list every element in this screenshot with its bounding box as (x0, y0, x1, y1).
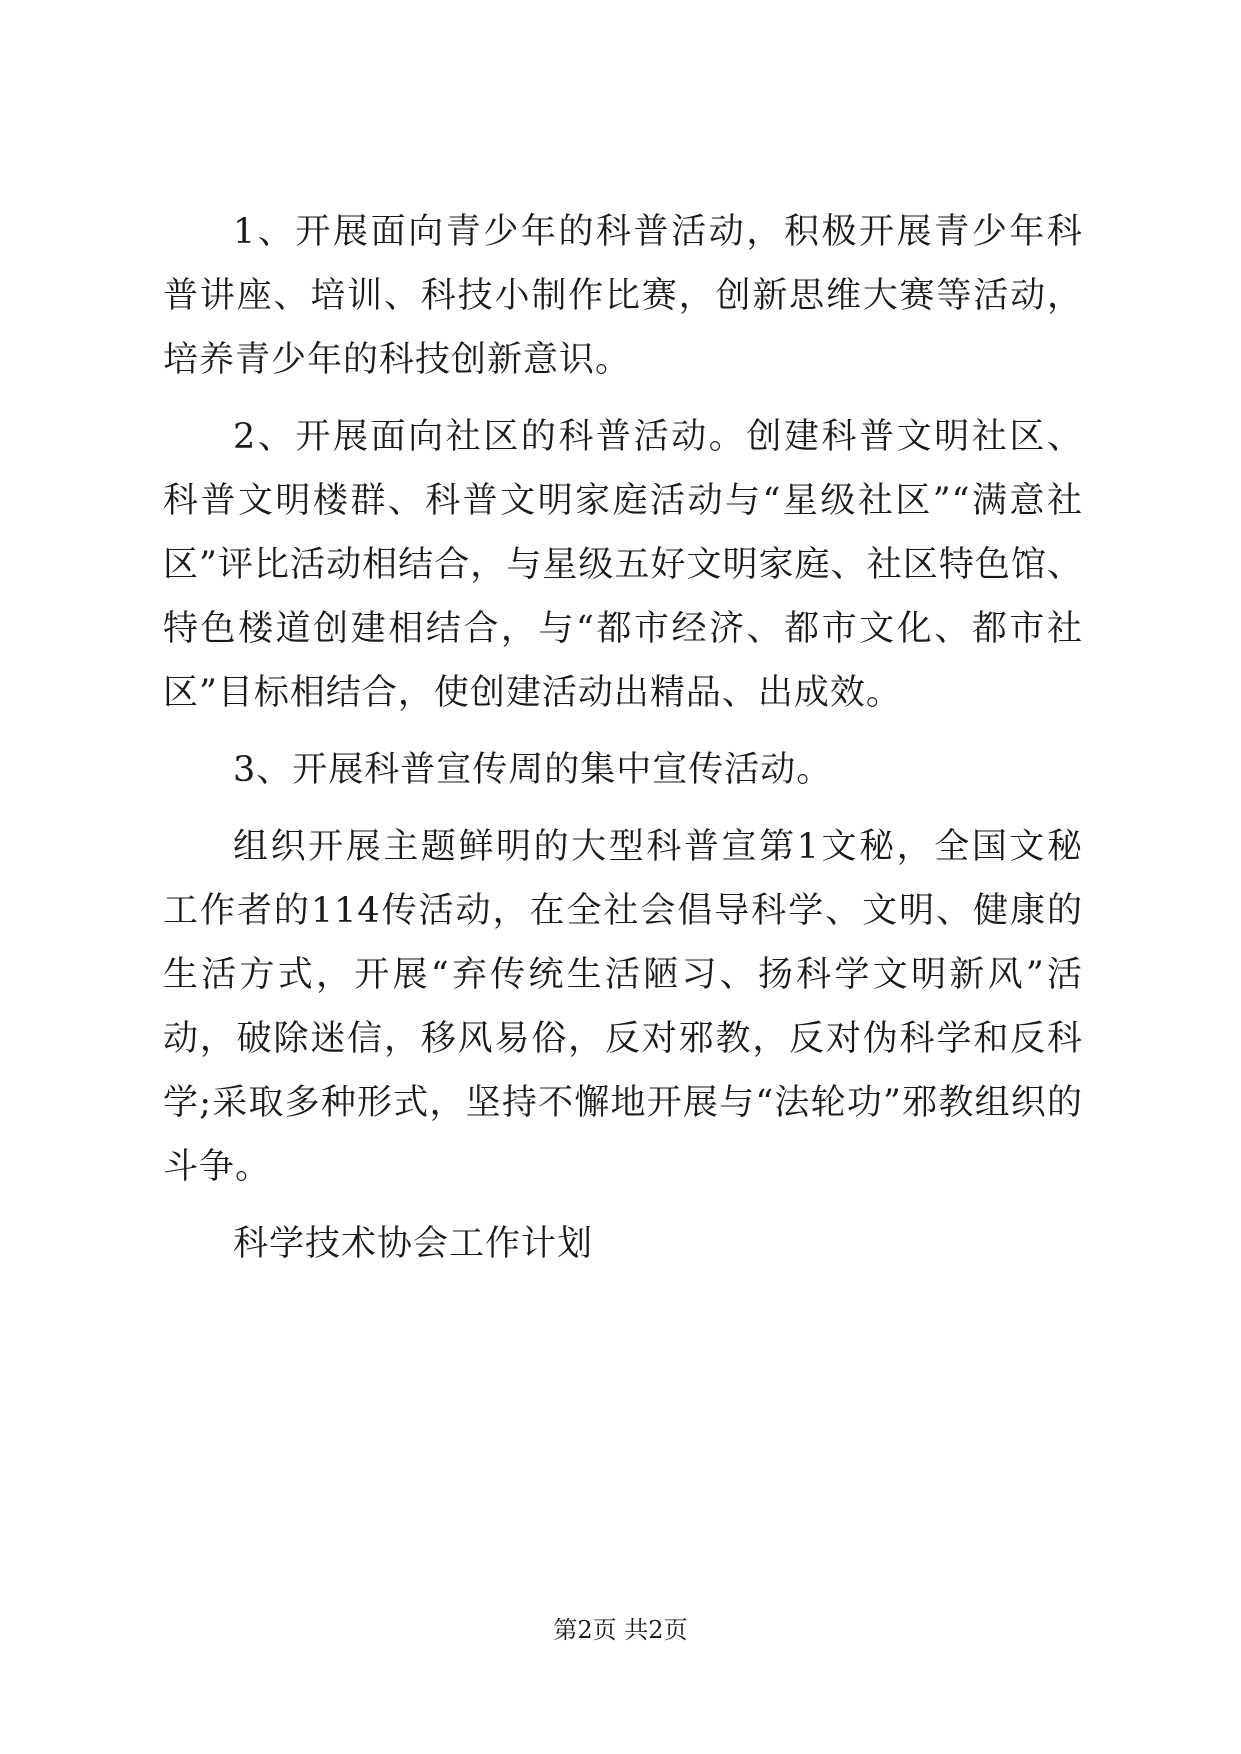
document-body (163, 200, 1083, 1289)
paragraph-plan-title: 科学技术协会工作计划 (233, 1224, 594, 1264)
paragraph-community-activities: 2、开展面向社区的科普活动。创建科普文明社区、科普文明楼群、科普文明家庭活动与“星级社区”“满意社区”评比活动相结合，与星级五好文明家庭、社区特色馆、特色楼道创建相结合，与“都市经济、都市文化、都市社区”目标相结合，使创建活动出精品、出成效。 (163, 417, 1083, 713)
paragraph-campaign: 组织开展主题鲜明的大型科普宣第1文秘，全国文秘工作者的114传活动，在全社会倡导科学、文明、健康的生活方式，开展“弃传统生活陋习、扬科学文明新风”活动，破除迷信，移风易俗，反对邪教，反对伪科学和反科学;采取多种形式，坚持不懈地开展与“法轮功”邪教组织的斗争。 (163, 827, 1083, 1187)
paragraph-youth-activities: 1、开展面向青少年的科普活动，积极开展青少年科普讲座、培训、科技小制作比赛，创新思维大赛等活动，培养青少年的科技创新意识。 (163, 212, 1083, 380)
paragraph-science-week: 3、开展科普宣传周的集中宣传活动。 (233, 750, 833, 790)
page-number-footer: 第2页 共2页 (553, 1616, 688, 1644)
